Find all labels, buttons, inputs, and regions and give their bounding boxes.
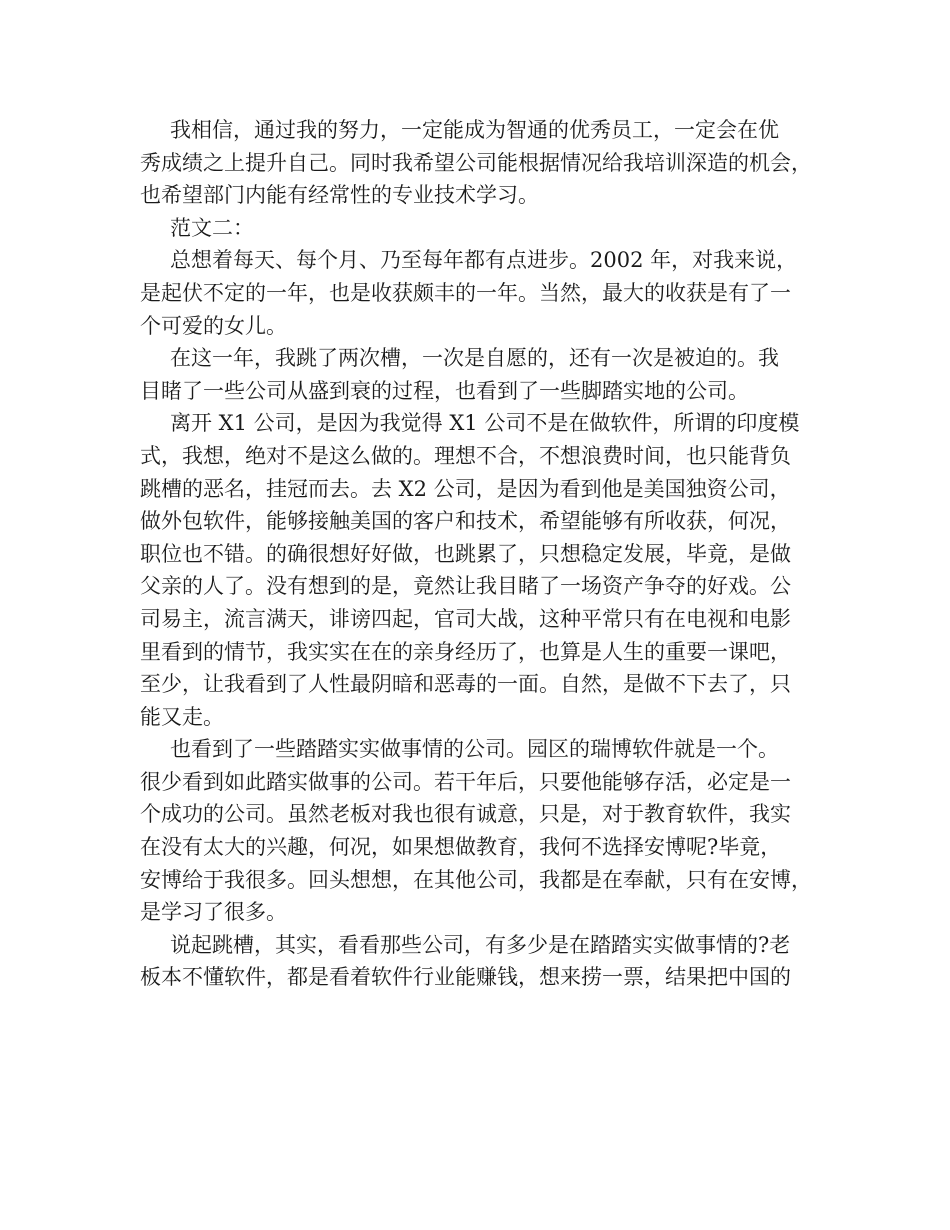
text-line: 做外包软件，能够接触美国的客户和技术，希望能够有所收获，何况， <box>140 509 791 534</box>
text-line: 跳槽的恶名，挂冠而去。去 X2 公司，是因为看到他是美国独资公司， <box>140 476 791 501</box>
text-line: 个成功的公司。虽然老板对我也很有诚意，只是，对于教育软件，我实 <box>140 802 791 827</box>
text-line: 板本不懂软件，都是看着软件行业能赚钱，想来捞一票，结果把中国的 <box>140 965 791 990</box>
text-line: 安博给于我很多。回头想想，在其他公司，我都是在奉献，只有在安博， <box>140 867 812 892</box>
text-line: 是学习了很多。 <box>140 900 287 925</box>
text-line: 至少，让我看到了人性最阴暗和恶毒的一面。自然，是做不下去了，只 <box>140 672 791 697</box>
paragraph-5 <box>140 407 830 733</box>
paragraph-7 <box>140 929 830 994</box>
text-line: 司易主，流言满天，诽谤四起，官司大战，这种平常只有在电视和电影 <box>140 606 791 631</box>
text-line: 秀成绩之上提升自己。同时我希望公司能根据情况给我培训深造的机会， <box>140 150 812 175</box>
text-line: 目睹了一些公司从盛到衰的过程，也看到了一些脚踏实地的公司。 <box>140 378 749 403</box>
text-line: 在没有太大的兴趣，何况，如果想做教育，我何不选择安博呢?毕竟， <box>140 835 782 860</box>
paragraph-6 <box>140 733 830 929</box>
text-line: 说起跳槽，其实，看看那些公司，有多少是在踏踏实实做事情的?老 <box>170 932 791 957</box>
text-line: 离开 X1 公司，是因为我觉得 X1 公司不是在做软件，所谓的印度模 <box>170 411 800 436</box>
text-line: 里看到的情节，我实实在在的亲身经历了，也算是人生的重要一课吧， <box>140 639 791 664</box>
paragraph-3 <box>140 244 830 342</box>
text-line: 能又走。 <box>140 704 224 729</box>
text-line: 很少看到如此踏实做事的公司。若干年后，只要他能够存活，必定是一 <box>140 769 791 794</box>
text-line: 总想着每天、每个月、乃至每年都有点进步。2002 年，对我来说， <box>170 248 798 273</box>
text-line: 式，我想，绝对不是这么做的。理想不合，不想浪费时间，也只能背负 <box>140 443 791 468</box>
text-line: 范文二： <box>170 215 254 240</box>
text-line: 也看到了一些踏踏实实做事情的公司。园区的瑞博软件就是一个。 <box>170 737 779 762</box>
text-line: 也希望部门内能有经常性的专业技术学习。 <box>140 183 539 208</box>
text-line: 父亲的人了。没有想到的是，竟然让我目睹了一场资产争夺的好戏。公 <box>140 574 791 599</box>
text-line: 在这一年，我跳了两次槽，一次是自愿的，还有一次是被迫的。我 <box>170 346 779 371</box>
text-line: 个可爱的女儿。 <box>140 313 287 338</box>
text-line: 职位也不错。的确很想好好做，也跳累了，只想稳定发展，毕竟，是做 <box>140 541 791 566</box>
paragraph-2-heading <box>140 212 830 245</box>
paragraph-4 <box>140 342 830 407</box>
paragraph-1 <box>140 114 830 212</box>
text-line: 是起伏不定的一年，也是收获颇丰的一年。当然，最大的收获是有了一 <box>140 280 791 305</box>
body-text <box>140 114 830 994</box>
text-line: 我相信，通过我的努力，一定能成为智通的优秀员工，一定会在优 <box>170 118 779 142</box>
